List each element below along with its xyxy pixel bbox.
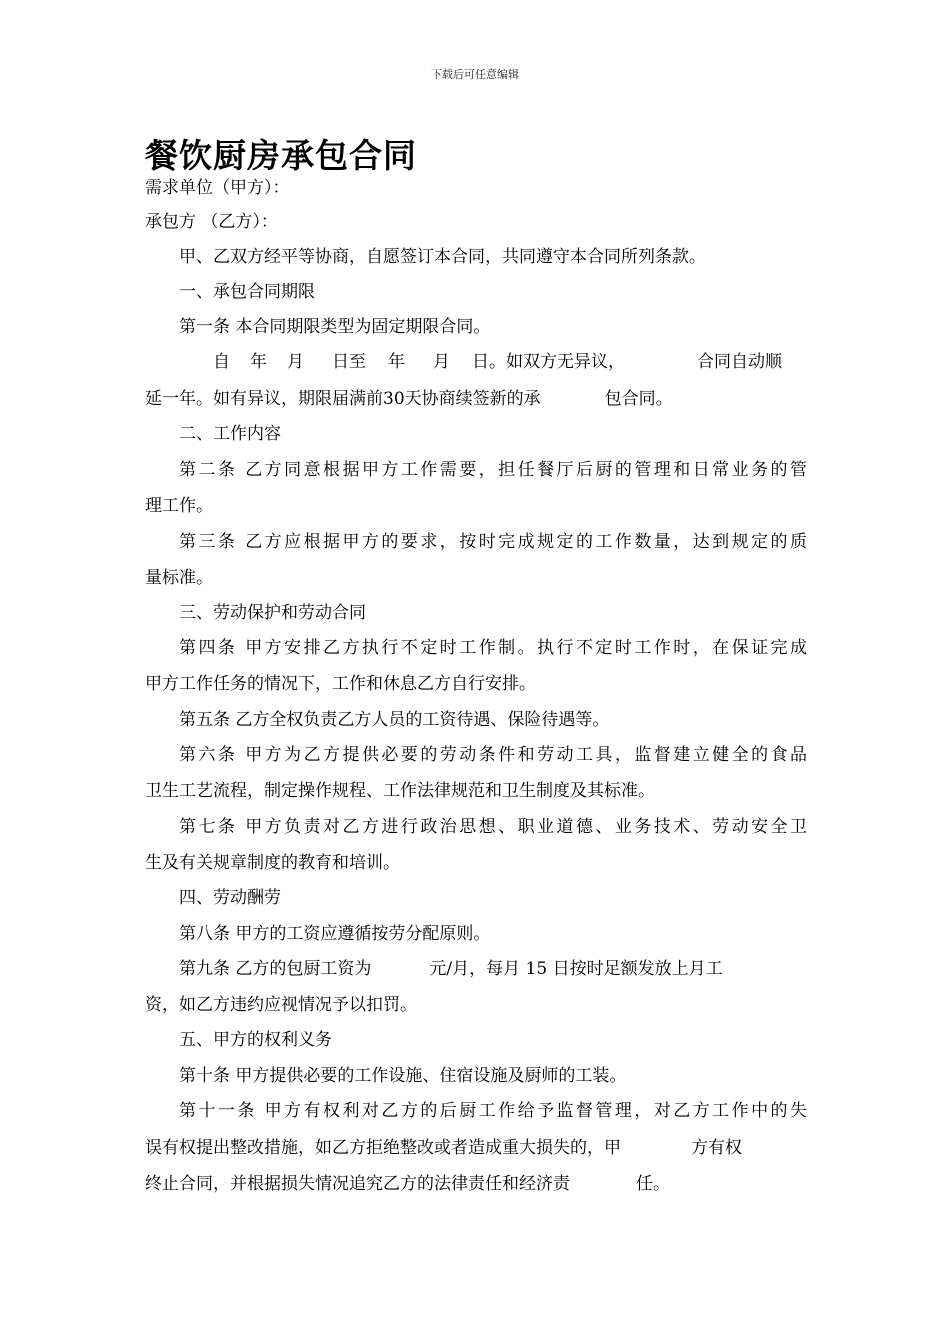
article-10: 第十条 甲方提供必要的工作设施、住宿设施及厨师的工装。 (179, 1066, 627, 1086)
wage-terms: 元/月，每月 15 日按时足额发放上月工 (429, 959, 723, 979)
article-3-line-2: 量标准。 (145, 568, 213, 588)
article-11-line-2 (145, 1138, 742, 1158)
article-11-line-1: 第十一条 甲方有权利对乙方的后厨工作给予监督管理，对乙方工作中的失 (179, 1101, 807, 1121)
wage-label: 第九条 乙方的包厨工资为 (179, 959, 372, 979)
party-a-line: 需求单位（甲方）： (145, 178, 290, 198)
article-6-line-1: 第六条 甲方为乙方提供必要的劳动条件和劳动工具，监督建立健全的食品 (179, 745, 807, 765)
term-from: 自 (213, 352, 230, 372)
article-11-line-3 (145, 1174, 670, 1194)
article-11-text-a: 误有权提出整改措施，如乙方拒绝整改或者造成重大损失的，甲 (145, 1138, 621, 1158)
term-year-2: 年 (388, 352, 405, 372)
article-6-line-2: 卫生工艺流程，制定操作规程、工作法律规范和卫生制度及其标准。 (145, 781, 655, 801)
term-month-2: 月 (433, 352, 450, 372)
term-auto-renew: 合同自动顺 (697, 352, 782, 372)
article-8: 第八条 甲方的工资应遵循按劳分配原则。 (179, 924, 491, 944)
section-3-heading: 三、劳动保护和劳动合同 (179, 603, 366, 623)
article-7-line-1: 第七条 甲方负责对乙方进行政治思想、职业道德、业务技术、劳动安全卫 (179, 817, 807, 837)
term-day-to: 日至 (332, 352, 366, 372)
article-7-line-2: 生及有关规章制度的教育和培训。 (145, 853, 400, 873)
article-3-line-1: 第三条 乙方应根据甲方的要求，按时完成规定的工作数量，达到规定的质 (179, 532, 807, 552)
document-title: 餐饮厨房承包合同 (145, 136, 417, 175)
article-9-line-2: 资，如乙方违约应视情况予以扣罚。 (145, 995, 417, 1015)
article-4-line-1: 第四条 甲方安排乙方执行不定时工作制。执行不定时工作时，在保证完成 (179, 638, 807, 658)
article-2-line-1: 第二条 乙方同意根据甲方工作需要，担任餐厅后厨的管理和日常业务的管 (179, 460, 807, 480)
article-1: 第一条 本合同期限类型为固定期限合同。 (179, 317, 491, 337)
section-5-heading: 五、甲方的权利义务 (179, 1030, 332, 1050)
article-1-renewal-line (145, 389, 673, 409)
article-9-line-1 (179, 959, 723, 979)
article-1-term-line (213, 352, 782, 372)
renewal-text-1: 延一年。如有异议，期限届满前30天协商续签新的承 (145, 389, 541, 409)
section-2-heading: 二、工作内容 (179, 424, 281, 444)
article-11-text-c: 终止合同，并根据损失情况追究乙方的法律责任和经济责 (145, 1174, 570, 1194)
article-5: 第五条 乙方全权负责乙方人员的工资待遇、保险待遇等。 (179, 710, 610, 730)
section-1-heading: 一、承包合同期限 (179, 282, 315, 302)
article-2-line-2: 理工作。 (145, 496, 213, 516)
renewal-text-2: 包合同。 (604, 389, 673, 409)
term-year-1: 年 (250, 352, 267, 372)
party-b-line: 承包方 （乙方）： (145, 212, 278, 232)
section-4-heading: 四、劳动酬劳 (179, 888, 281, 908)
term-day-end: 日。如双方无异议， (472, 352, 625, 372)
header-note: 下载后可任意编辑 (431, 68, 519, 81)
article-11-text-d: 任。 (636, 1174, 670, 1194)
intro-paragraph: 甲、乙双方经平等协商，自愿签订本合同，共同遵守本合同所列条款。 (179, 247, 706, 267)
article-4-line-2: 甲方工作任务的情况下，工作和休息乙方自行安排。 (145, 674, 536, 694)
article-11-text-b: 方有权 (691, 1138, 742, 1158)
term-month-1: 月 (287, 352, 304, 372)
